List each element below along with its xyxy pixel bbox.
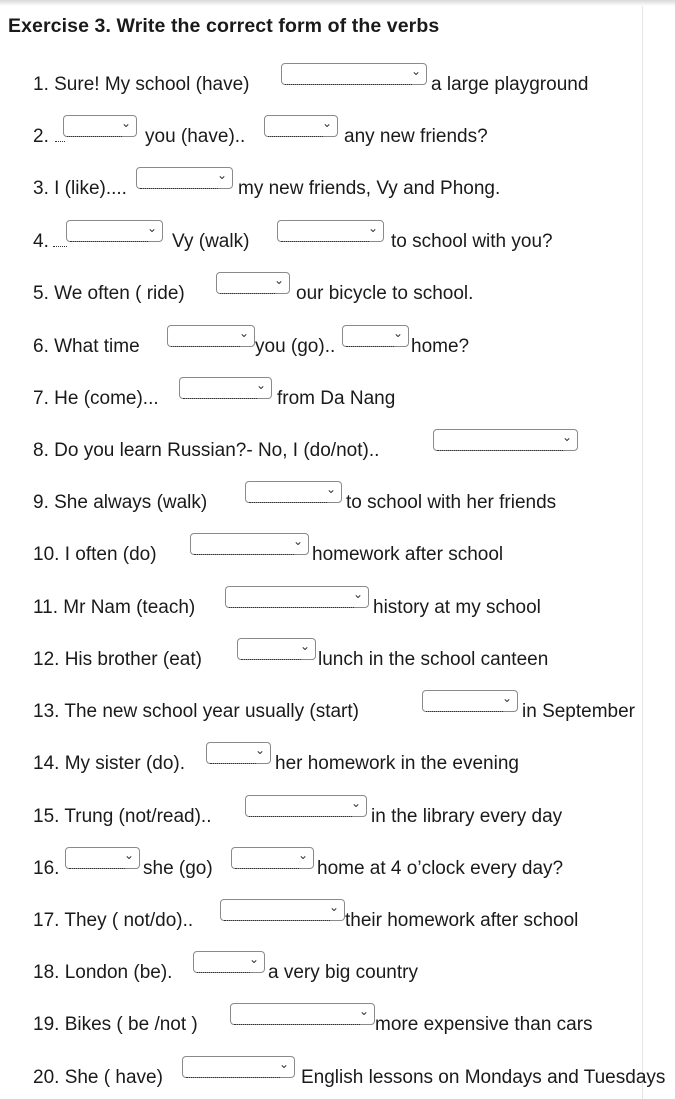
answer-dropdown-12[interactable] <box>237 638 316 660</box>
chevron-down-icon: ⌄ <box>123 848 134 862</box>
answer-dropdown-7[interactable] <box>179 377 272 399</box>
page-edge <box>642 6 643 1099</box>
exercise-title: Exercise 3. Write the correct form of the verbs <box>8 15 440 37</box>
chevron-down-icon: ⌄ <box>146 221 157 235</box>
chevron-down-icon: ⌄ <box>328 900 339 914</box>
question-text: Vy (walk) <box>172 231 250 252</box>
chevron-down-icon: ⌄ <box>561 430 572 444</box>
question-text: 18. London (be). <box>33 962 173 983</box>
chevron-down-icon: ⌄ <box>273 273 284 287</box>
question-text: 19. Bikes ( be /not ) <box>33 1014 198 1035</box>
question-text: our bicycle to school. <box>296 283 474 304</box>
answer-dropdown-5[interactable] <box>216 272 290 294</box>
chevron-down-icon: ⌄ <box>352 587 363 601</box>
question-text: you (go).. <box>255 336 336 357</box>
answer-dropdown-10[interactable] <box>190 533 309 555</box>
question-text: history at my school <box>373 597 541 618</box>
answer-dropdown-17[interactable] <box>220 899 345 921</box>
chevron-down-icon: ⌄ <box>120 116 131 130</box>
question-text: 11. Mr Nam (teach) <box>33 597 196 618</box>
question-text: in September <box>522 701 636 722</box>
answer-dropdown-8[interactable] <box>433 429 578 451</box>
chevron-down-icon: ⌄ <box>350 796 361 810</box>
question-text: 14. My sister (do). <box>33 753 186 774</box>
answer-dropdown-4b[interactable] <box>277 220 384 242</box>
question-text: 4. <box>33 231 49 252</box>
question-text: you (have).. <box>145 126 246 147</box>
chevron-down-icon: ⌄ <box>292 534 303 548</box>
question-text: any new friends? <box>344 126 488 147</box>
question-text: English lessons on Mondays and Tuesdays <box>301 1067 666 1088</box>
chevron-down-icon: ⌄ <box>299 639 310 653</box>
answer-dropdown-19[interactable] <box>230 1003 375 1025</box>
answer-dropdown-11[interactable] <box>225 586 369 608</box>
chevron-down-icon: ⌄ <box>325 482 336 496</box>
chevron-down-icon: ⌄ <box>255 378 266 392</box>
chevron-down-icon: ⌄ <box>367 221 378 235</box>
answer-dropdown-9[interactable] <box>245 481 342 503</box>
question-text: 17. They ( not/do).. <box>33 910 194 931</box>
question-text: to school with you? <box>391 231 553 252</box>
question-text: her homework in the evening <box>275 753 519 774</box>
question-text: 1. Sure! My school (have) <box>33 74 250 95</box>
question-text: a large playground <box>431 74 589 95</box>
chevron-down-icon: ⌄ <box>392 326 403 340</box>
chevron-down-icon: ⌄ <box>248 952 259 966</box>
question-text: more expensive than cars <box>375 1014 593 1035</box>
question-text: 10. I often (do) <box>33 544 157 565</box>
question-text: 2. <box>33 126 49 147</box>
question-text: 5. We often ( ride) <box>33 283 185 304</box>
answer-dropdown-6a[interactable] <box>167 325 255 347</box>
answer-dropdown-1[interactable] <box>281 63 427 85</box>
chevron-down-icon: ⌄ <box>278 1057 289 1071</box>
question-text: from Da Nang <box>277 388 396 409</box>
question-text: my new friends, Vy and Phong. <box>238 178 501 199</box>
chevron-down-icon: ⌄ <box>321 116 332 130</box>
question-text: she (go) <box>143 858 213 879</box>
question-text: in the library every day <box>371 806 563 827</box>
answer-dropdown-18[interactable] <box>193 951 265 973</box>
question-text: 8. Do you learn Russian?- No, I (do/not).. <box>33 440 380 461</box>
answer-dropdown-13[interactable] <box>422 690 518 712</box>
question-text: 15. Trung (not/read).. <box>33 806 212 827</box>
question-text: 6. What time <box>33 336 140 357</box>
answer-dropdown-2b[interactable] <box>264 115 338 137</box>
question-text: 20. She ( have) <box>33 1067 163 1088</box>
question-text: lunch in the school canteen <box>318 649 549 670</box>
answer-dropdown-15[interactable] <box>245 795 367 817</box>
chevron-down-icon: ⌄ <box>238 326 249 340</box>
question-text: 9. She always (walk) <box>33 492 208 513</box>
answer-dropdown-6b[interactable] <box>342 325 409 347</box>
question-text: 3. I (like).... <box>33 178 127 199</box>
question-text: their homework after school <box>345 910 579 931</box>
question-text: homework after school <box>312 544 504 565</box>
answer-dropdown-16b[interactable] <box>231 847 314 869</box>
answer-dropdown-3[interactable] <box>136 167 233 189</box>
answer-dropdown-2a[interactable] <box>63 115 137 137</box>
top-edge <box>0 0 675 6</box>
chevron-down-icon: ⌄ <box>410 64 421 78</box>
chevron-down-icon: ⌄ <box>358 1004 369 1018</box>
chevron-down-icon: ⌄ <box>501 691 512 705</box>
chevron-down-icon: ⌄ <box>297 848 308 862</box>
chevron-down-icon: ⌄ <box>216 168 227 182</box>
answer-dropdown-4a[interactable] <box>66 220 163 242</box>
question-text: to school with her friends <box>346 492 557 513</box>
question-text: 7. He (come)... <box>33 388 159 409</box>
chevron-down-icon: ⌄ <box>254 743 265 757</box>
question-text: home at 4 o’clock every day? <box>317 858 564 879</box>
question-text: 16. <box>33 858 60 879</box>
answer-dropdown-14[interactable] <box>206 742 271 764</box>
question-text: 12. His brother (eat) <box>33 649 202 670</box>
question-text: 13. The new school year usually (start) <box>33 701 359 722</box>
answer-dropdown-16a[interactable] <box>65 847 140 869</box>
answer-dropdown-20[interactable] <box>182 1056 295 1078</box>
question-text: home? <box>411 336 470 357</box>
question-text: a very big country <box>268 962 418 983</box>
